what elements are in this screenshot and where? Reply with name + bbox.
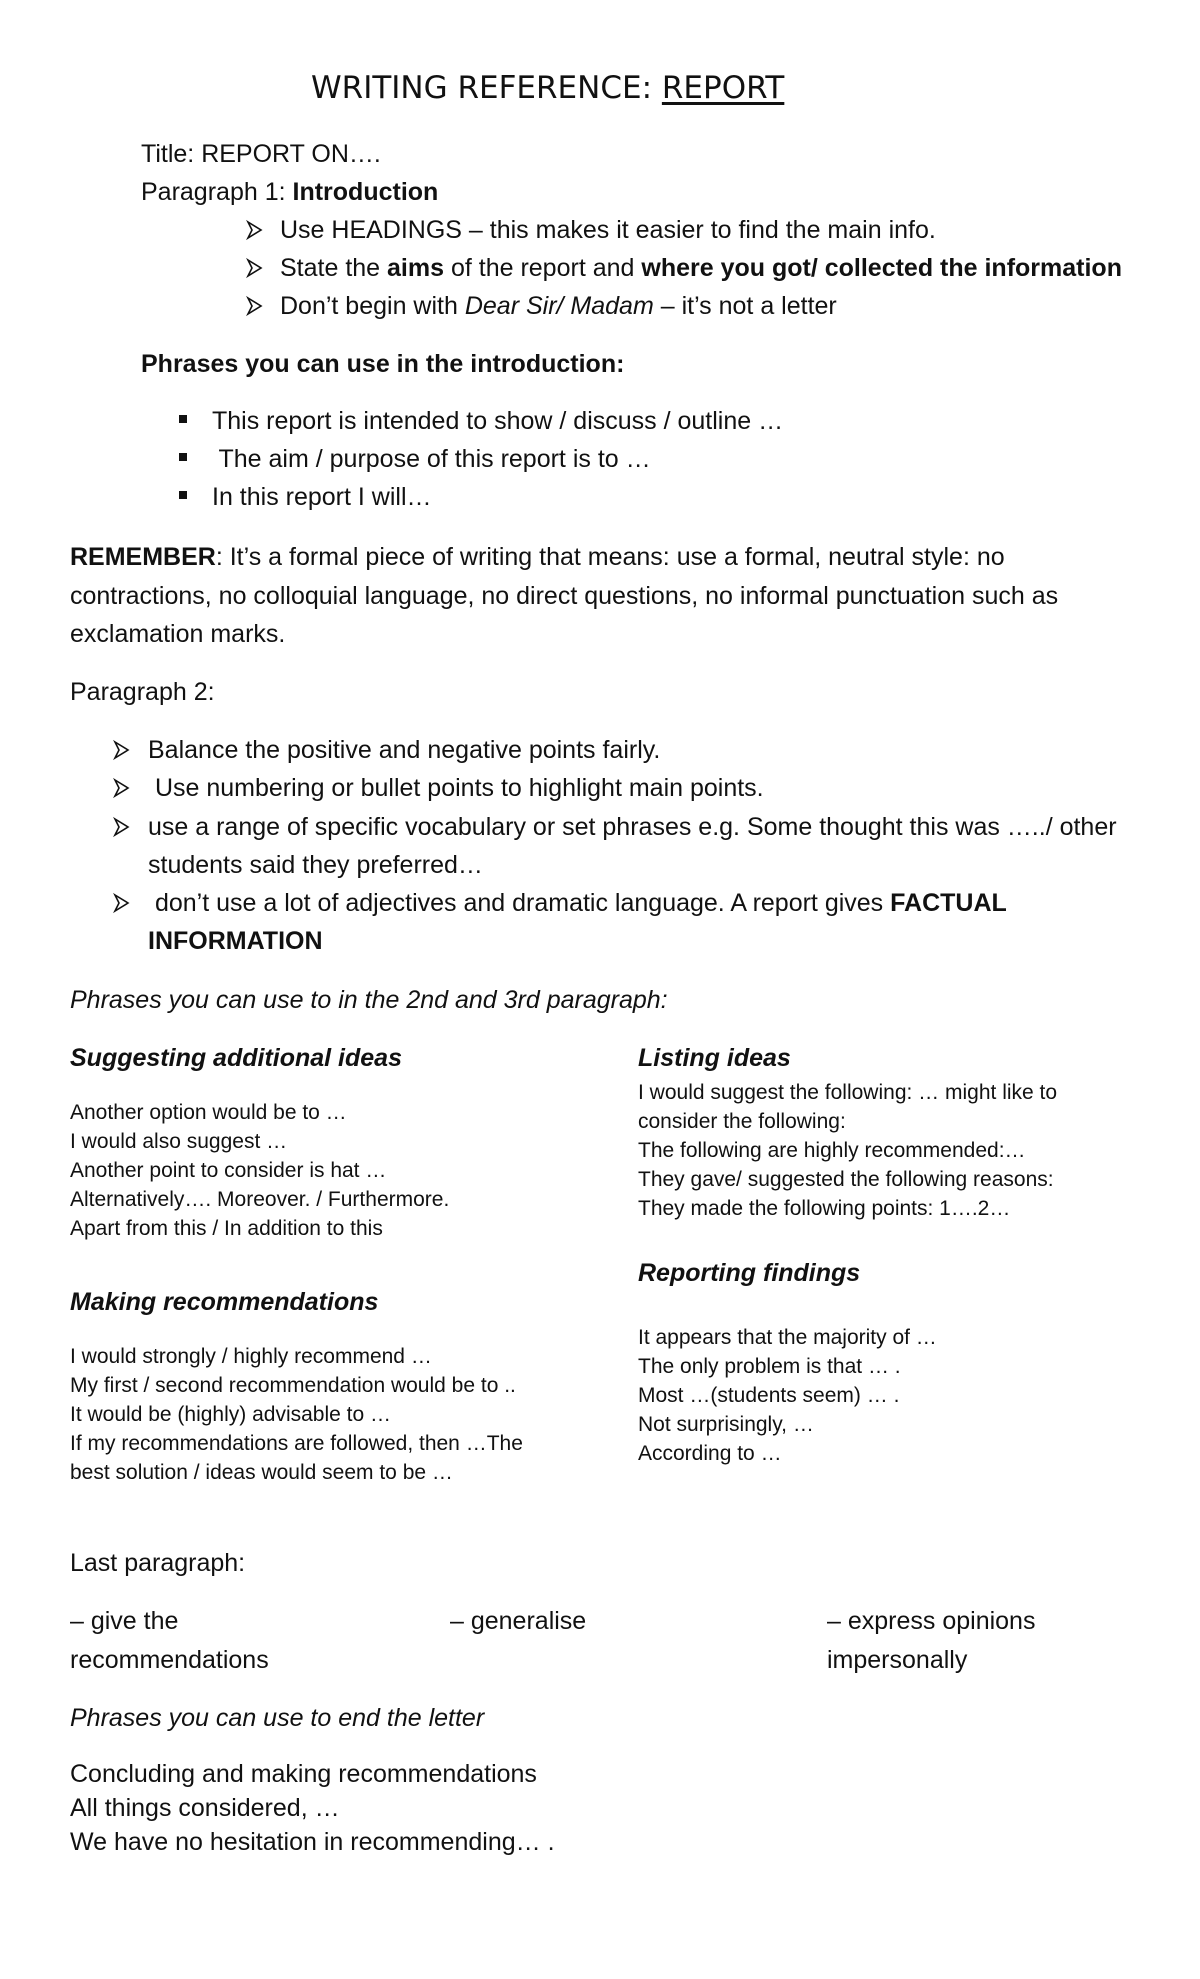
last-col1-line-1: – give the	[70, 1607, 179, 1635]
paragraph-1-bold: Introduction	[292, 178, 439, 206]
left-1-line: Apart from this / In addition to this	[70, 1217, 383, 1240]
right-block-2	[638, 1323, 937, 1468]
right-1-line: They gave/ suggested the following reasons:	[638, 1168, 1054, 1191]
intro-bullet-1: Use HEADINGS – this makes it easier to find the main info.	[280, 216, 936, 244]
closing-line: We have no hesitation in recommending… .	[70, 1828, 555, 1856]
last-paragraph-label: Last paragraph:	[70, 1549, 246, 1577]
last-col3-line-2: impersonally	[827, 1646, 968, 1674]
para2-bullet-4-text: don’t use a lot of adjectives and dramatic language. A report gives	[148, 889, 891, 917]
remember-line-1	[70, 538, 1005, 576]
left-block-1	[70, 1098, 449, 1243]
intro-bullet-2-bold-a: aims	[387, 254, 445, 282]
intro-bullet-2	[280, 249, 1122, 287]
para2-bullet-4-bold: FACTUAL	[890, 889, 1007, 917]
left-heading-1: Suggesting additional ideas	[70, 1044, 402, 1072]
right-2-line: It appears that the majority of …	[638, 1326, 937, 1349]
left-block-2	[70, 1342, 523, 1487]
arrow-bullet-icon	[113, 769, 131, 807]
last-col2-line-1: – generalise	[450, 1607, 587, 1635]
paragraph-1-heading	[141, 173, 438, 211]
right-1-line: They made the following points: 1….2…	[638, 1197, 1011, 1220]
intro-bullet-3-italic: Dear Sir/ Madam	[464, 292, 654, 320]
intro-bullet-2-text-b: of the report and	[444, 254, 642, 282]
intro-bullet-3-text-b: – it’s not a letter	[653, 292, 837, 320]
para2-bullet-4-line-1	[148, 884, 1007, 922]
paragraph-1-label: Paragraph 1:	[141, 178, 293, 206]
intro-phrase-2: The aim / purpose of this report is to …	[212, 445, 651, 473]
paragraph-2-label: Paragraph 2:	[70, 678, 215, 706]
left-1-line: Another option would be to …	[70, 1101, 347, 1124]
remember-text-1: : It’s a formal piece of writing that means: use a formal, neutral style: no	[215, 543, 1005, 571]
square-bullet-icon	[179, 491, 187, 499]
right-2-line: According to …	[638, 1442, 782, 1465]
left-heading-2: Making recommendations	[70, 1288, 379, 1316]
intro-bullet-2-text-a: State the	[280, 254, 388, 282]
closing-block	[70, 1757, 555, 1859]
left-2-line: I would strongly / highly recommend …	[70, 1345, 432, 1368]
para2-bullet-4-line-2: INFORMATION	[148, 927, 323, 955]
title-underlined: REPORT	[661, 70, 785, 106]
arrow-bullet-icon	[246, 211, 264, 249]
last-col1-line-2: recommendations	[70, 1646, 269, 1674]
right-2-line: Not surprisingly, …	[638, 1413, 814, 1436]
arrow-bullet-icon	[113, 808, 131, 846]
right-heading-1: Listing ideas	[638, 1044, 791, 1072]
right-block-1	[638, 1078, 1057, 1223]
title-line: Title: REPORT ON….	[141, 140, 381, 168]
square-bullet-icon	[179, 415, 187, 423]
intro-phrase-3: In this report I will…	[212, 483, 432, 511]
left-1-line: I would also suggest …	[70, 1130, 288, 1153]
closing-line: All things considered, …	[70, 1794, 340, 1822]
intro-bullet-2-bold-b: where you got/ collected the information	[641, 254, 1122, 282]
intro-phrase-1: This report is intended to show / discuss / outline …	[212, 407, 784, 435]
left-2-line: My first / second recommendation would be to ..	[70, 1374, 516, 1397]
para2-bullet-1: Balance the positive and negative points fairly.	[148, 736, 661, 764]
intro-phrases-heading: Phrases you can use in the introduction:	[141, 350, 625, 378]
para2-bullet-2: Use numbering or bullet points to highlight main points.	[148, 774, 764, 802]
para2-phrases-heading: Phrases you can use to in the 2nd and 3rd paragraph:	[70, 986, 668, 1014]
document-title	[311, 70, 784, 106]
right-heading-2: Reporting findings	[638, 1259, 861, 1287]
intro-bullet-3	[280, 287, 837, 325]
left-2-line: If my recommendations are followed, then …The	[70, 1432, 523, 1455]
left-2-line: best solution / ideas would seem to be …	[70, 1461, 453, 1484]
right-2-line: The only problem is that … .	[638, 1355, 901, 1378]
intro-bullet-3-text-a: Don’t begin with	[280, 292, 465, 320]
remember-line-2: contractions, no colloquial language, no direct questions, no informal punctuation such as	[70, 582, 1059, 610]
right-1-line: The following are highly recommended:…	[638, 1139, 1026, 1162]
left-1-line: Another point to consider is hat …	[70, 1159, 387, 1182]
arrow-bullet-icon	[246, 287, 264, 325]
arrow-bullet-icon	[113, 884, 131, 922]
last-col3-line-1: – express opinions	[827, 1607, 1036, 1635]
end-phrases-heading: Phrases you can use to end the letter	[70, 1704, 485, 1732]
right-1-line: consider the following:	[638, 1110, 846, 1133]
remember-label: REMEMBER	[70, 543, 216, 571]
closing-line: Concluding and making recommendations	[70, 1760, 537, 1788]
arrow-bullet-icon	[246, 249, 264, 287]
arrow-bullet-icon	[113, 731, 131, 769]
para2-bullet-3-line-2: students said they preferred…	[148, 851, 483, 879]
remember-line-3: exclamation marks.	[70, 620, 286, 648]
left-1-line: Alternatively…. Moreover. / Furthermore.	[70, 1188, 450, 1211]
right-1-line: I would suggest the following: … might like to	[638, 1081, 1058, 1104]
right-2-line: Most …(students seem) … .	[638, 1384, 900, 1407]
para2-bullet-3-line-1: use a range of specific vocabulary or set phrases e.g. Some thought this was …../ other	[148, 813, 1117, 841]
title-prefix: WRITING REFERENCE:	[311, 70, 662, 106]
left-2-line: It would be (highly) advisable to …	[70, 1403, 391, 1426]
square-bullet-icon	[179, 453, 187, 461]
